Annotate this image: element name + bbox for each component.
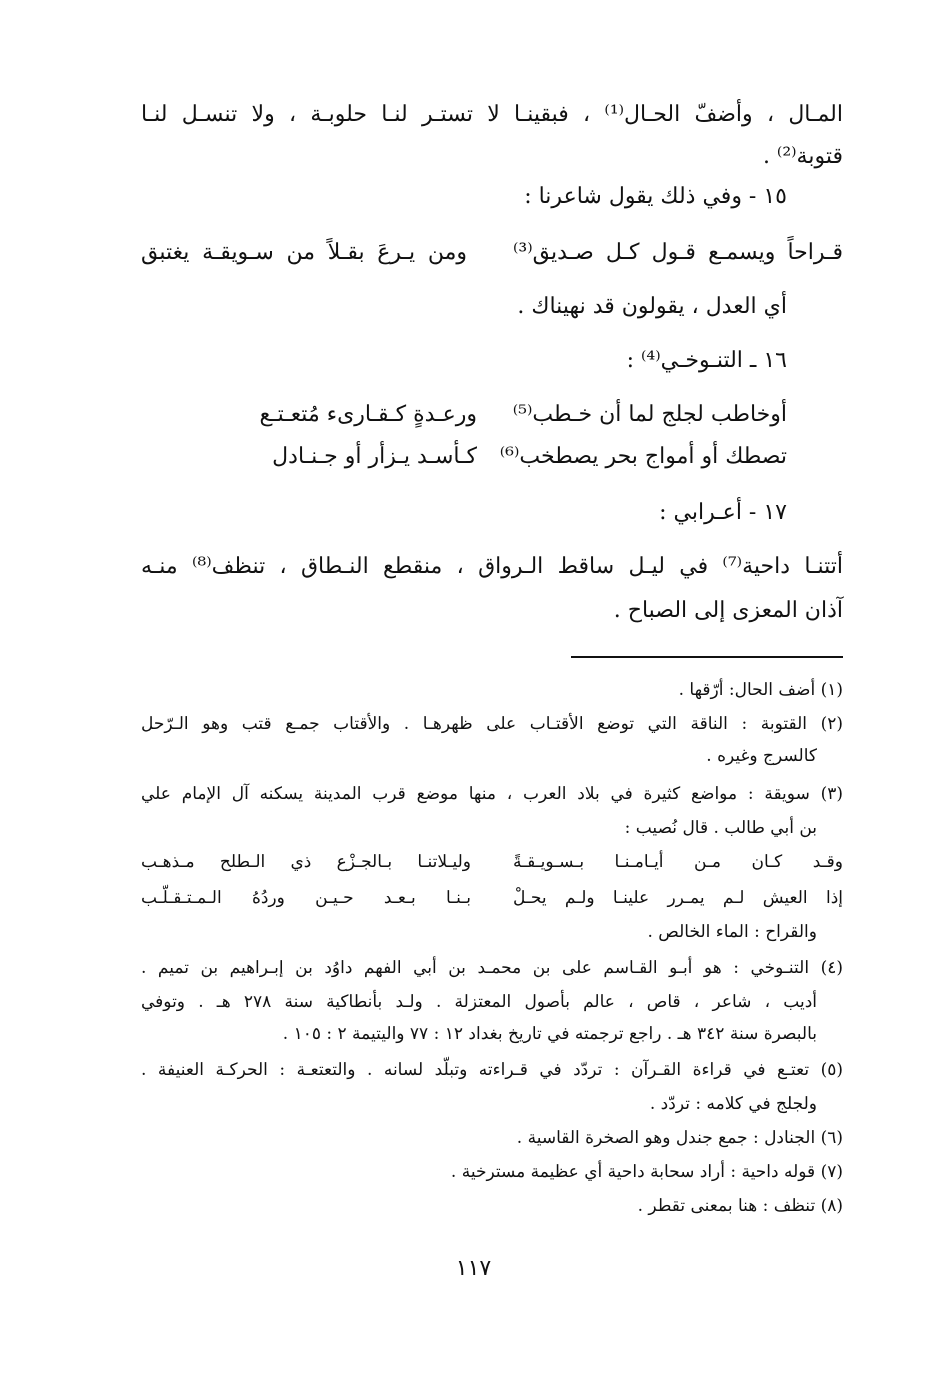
verse-hemistich-right: ومن يـرعَ بقـلاً من سـويقـة يغتبق: [141, 240, 467, 265]
verse-hemistich-right: ورعـدةٍ كـقـارىء مُتعـتـع: [259, 402, 477, 427]
paragraph-line: أتتنـا داحية⁽⁷⁾ في ليـل ساقط الـرواق ، منقطع النـطاق ، تنظف⁽⁸⁾ منـه: [141, 554, 844, 579]
footnote-5-cont: ولجلج في كلامه : تردّد .: [649, 1094, 817, 1114]
footnote-separator: [571, 656, 843, 658]
footnote-verse-hemistich: وليـلاتنـا بـالجـزْع ذي الـطلح مـذهـب: [141, 852, 471, 872]
footnote-3: (٣) سويقة : مواضع كثيرة في بلاد العرب ، منها موضع قرب المدينة يسكنه آل الإمام علي: [141, 784, 843, 804]
footnote-3-cont: بن أبي طالب . قال نُصيب :: [624, 818, 817, 838]
footnote-4-cont: أديب ، شاعر ، قاص ، عالم بأصول المعتزلة . ولـد بأنطاكية سنة ٢٧٨ هـ . وتوفي: [141, 992, 817, 1012]
paragraph-line: المـال ، وأضفّ الحـال⁽¹⁾ ، فبقينـا لا تستـر لنـا حلوبـة ، ولا تنسـل لنـا: [141, 102, 843, 127]
footnote-verse-hemistich: بـنـا بـعـد حـيـن وردُهُ الـمـتـقـلّـب: [141, 888, 471, 908]
footnote-6: (٦) الجنادل : جمع جندل وهو الصخرة القاسية .: [516, 1128, 843, 1148]
footnote-2-cont: كالسرج وغيره .: [706, 746, 817, 766]
footnote-verse-hemistich: وقـد كـان مـن أيـامـنـا بـسـويـقـةً: [513, 852, 843, 872]
footnote-2: (٢) القتوبة : الناقة التي توضع الأقتـاب على ظهرهـا . والأقتاب جمـع قتب وهو الـرّحل: [141, 714, 843, 734]
verse-hemistich-left: تصطك أو أمواج بحر يصطخب⁽⁶⁾: [499, 444, 787, 469]
footnote-8: (٨) تنظف : هنا بمعنى تقطر .: [637, 1196, 843, 1216]
footnote-5: (٥) تعتـع في قراءة القـرآن : تردّد في قـراءته وتبلّد لسانه . والتعتعـة : الحركـة العنيفة .: [141, 1060, 843, 1080]
page-number: ١١٧: [455, 1256, 492, 1281]
footnote-4: (٤) التنـوخي : هو أبـو القـاسم على بن محمـد بن أبي الفهم داوُد بن إبـراهيم بن تميم .: [141, 958, 843, 978]
footnote-4-cont: بالبصرة سنة ٣٤٢ هـ . راجع ترجمته في تاريخ بغداد ١٢ : ٧٧ واليتيمة ٢ : ١٠٥ .: [282, 1024, 817, 1044]
footnote-1: (١) أضف الحال: أرّقها .: [678, 680, 843, 700]
footnote-3-cont: والقراح : الماء الخالص .: [647, 922, 817, 942]
section-heading-15: ١٥ - وفي ذلك يقول شاعرنا :: [524, 184, 787, 209]
section-heading-17: ١٧ - أعـرابي :: [659, 500, 787, 525]
paragraph-line: أي العدل ، يقولون قد نهيناك .: [517, 294, 787, 319]
paragraph-line: آذان المعزى إلى الصباح .: [613, 598, 843, 623]
section-heading-16: ١٦ ـ التنـوخـي⁽⁴⁾ :: [626, 348, 787, 373]
footnote-7: (٧) قوله داحية : أراد سحابة داحية أي عظيمة مسترخية .: [450, 1162, 843, 1182]
verse-hemistich-left: قـراحاً ويسمـع قـول كـل صـديق⁽³⁾: [513, 240, 843, 265]
paragraph-line: قتوبة⁽²⁾ .: [762, 144, 843, 169]
footnote-verse-hemistich: إذا العيش لـم يمـرر علينـا ولـم يحـلْ: [513, 888, 843, 908]
verse-hemistich-left: أوخاطب لجلج لما أن خـطب⁽⁵⁾: [512, 402, 787, 427]
verse-hemistich-right: كـأسـد يـزأر أو جـنـادل: [272, 444, 477, 469]
